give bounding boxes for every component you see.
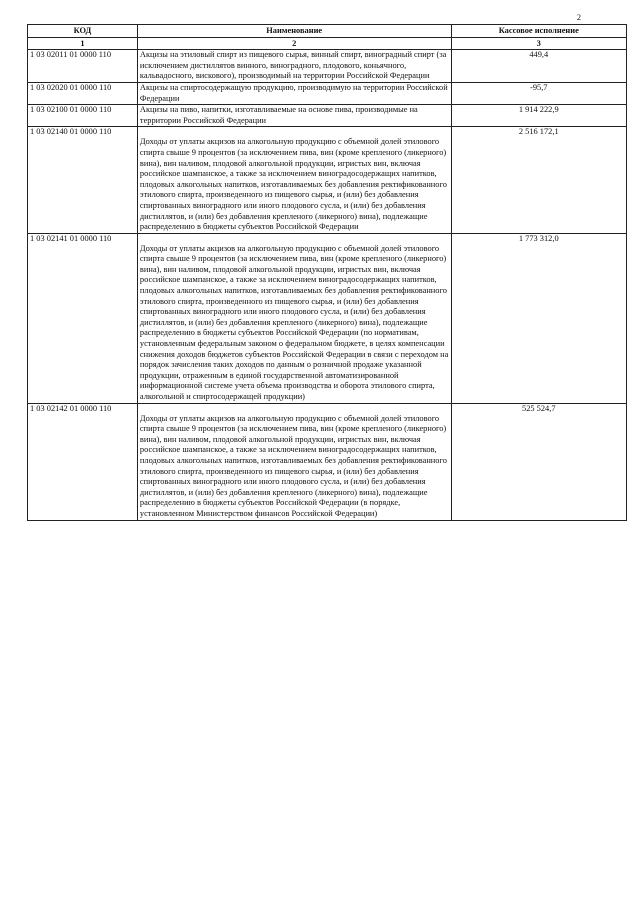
- row-amount: 1 914 222,9: [451, 105, 626, 127]
- header-code: КОД: [28, 25, 138, 38]
- table-body: [28, 50, 627, 520]
- header-amount: Кассовое исполнение: [451, 25, 626, 38]
- table-row: [28, 127, 627, 233]
- row-code: 1 03 02020 01 0000 110: [28, 82, 138, 104]
- row-name: [137, 233, 451, 403]
- row-name: [137, 127, 451, 233]
- row-amount: 1 773 312,0: [451, 233, 626, 403]
- table-row: [28, 233, 627, 403]
- column-number-code: 1: [28, 37, 138, 50]
- revenue-table: [27, 24, 627, 521]
- row-name-text: Доходы от уплаты акцизов на алкогольную продукцию с объемной долей этилового спирта свыше 9 процентов (за исключением пива, вин (кроме крепленого (ликерного) вина), вин наливом, плодовой алкогольной продукции, игристых вин, включая российское шампанское, а также за исключением виноградосодержащих напитков, плодовых алкогольных напитков, изготавливаемых без добавления ректификованного этилового спирта, произведенного из пищевого сырья, и (или) без добавления спиртованных виноградного или иного плодового сусла, и (или) без добавления дистиллятов, и (или) без добавления крепленого (ликерного) вина), подлежащие распределению в бюджеты субъектов Российской Федерации (в порядке, установленном Министерством финансов Российской Федерации): [139, 413, 447, 518]
- row-code: 1 03 02140 01 0000 110: [28, 127, 138, 233]
- row-code: 1 03 02011 01 0000 110: [28, 50, 138, 83]
- row-name: [137, 105, 451, 127]
- table-row: [28, 82, 627, 104]
- row-name-text: Акцизы на спиртосодержащую продукцию, производимую на территории Российской Федерации: [139, 82, 448, 103]
- header-name: Наименование: [137, 25, 451, 38]
- table-row: [28, 105, 627, 127]
- row-name-text: Акцизы на пиво, напитки, изготавливаемые на основе пива, производимые на территории Российской Федерации: [139, 105, 418, 125]
- row-name: [137, 403, 451, 520]
- row-amount: 449,4: [451, 50, 626, 83]
- row-name-spacer: [140, 404, 449, 414]
- row-name-text: Доходы от уплаты акцизов на алкогольную продукцию с объемной долей этилового спирта свыше 9 процентов (за исключением пива, вин (кроме крепленого (ликерного) вина), вин наливом, плодовой алкогольной продукции, игристых вин, включая российское шампанское, а также за исключением виноградосодержащих напитков, плодовых алкогольных напитков, изготавливаемых без добавления ректификованного этилового спирта, произведенного из пищевого сырья, и (или) без добавления спиртованных виноградного или иного плодового сусла, и (или) без добавления дистиллятов, и (или) без добавления крепленого (ликерного) вина), подлежащие распределению в бюджеты субъектов Российской Федерации: [139, 137, 447, 232]
- table-row: [28, 403, 627, 520]
- row-name-text: Акцизы на этиловый спирт из пищевого сырья, винный спирт, виноградный спирт (за исключением дистиллятов винного, виноградного, плодового, коньячного, кальвадосного, вискового), производимый на территории Российской Федерации: [139, 50, 447, 81]
- row-code: 1 03 02142 01 0000 110: [28, 403, 138, 520]
- row-name: [137, 50, 451, 83]
- row-code: 1 03 02100 01 0000 110: [28, 105, 138, 127]
- row-amount: 2 516 172,1: [451, 127, 626, 233]
- row-amount: 525 524,7: [451, 403, 626, 520]
- table-row: [28, 50, 627, 83]
- row-code: 1 03 02141 01 0000 110: [28, 233, 138, 403]
- row-name-text: Доходы от уплаты акцизов на алкогольную продукцию с объемной долей этилового спирта свыше 9 процентов (за исключением пива, вин (кроме крепленого (ликерного) вина), вин наливом, плодовой алкогольной продукции, игристых вин, включая российское шампанское, а также за исключением виноградосодержащих напитков, плодовых алкогольных напитков, изготавливаемых без добавления ректификованного этилового спирта, произведенного из пищевого сырья, и (или) без добавления спиртованных виноградного или иного плодового сусла, и (или) без добавления дистиллятов, и (или) без добавления крепленого (ликерного) вина), подлежащие распределению в бюджеты субъектов Российской Федерации (по нормативам, установленным федеральным законом о федеральном бюджете, в целях компенсации снижения доходов бюджетов субъектов Российской Федерации в связи с переходом на порядок зачисления таких доходов по данным о розничной продаже указанной продукции, отраженным в единой государственной автоматизированной информационной системе учета объема производства и оборота этилового спирта, алкогольной и спиртосодержащей продукции): [139, 243, 449, 401]
- row-name-spacer: [140, 234, 449, 244]
- row-name-spacer: [140, 127, 449, 137]
- column-number-amount: 3: [451, 37, 626, 50]
- column-number-row: [28, 37, 627, 50]
- column-number-name: 2: [137, 37, 451, 50]
- page-number: 2: [577, 13, 581, 22]
- row-amount: -95,7: [451, 82, 626, 104]
- row-name: [137, 82, 451, 104]
- table-header-row: [28, 25, 627, 38]
